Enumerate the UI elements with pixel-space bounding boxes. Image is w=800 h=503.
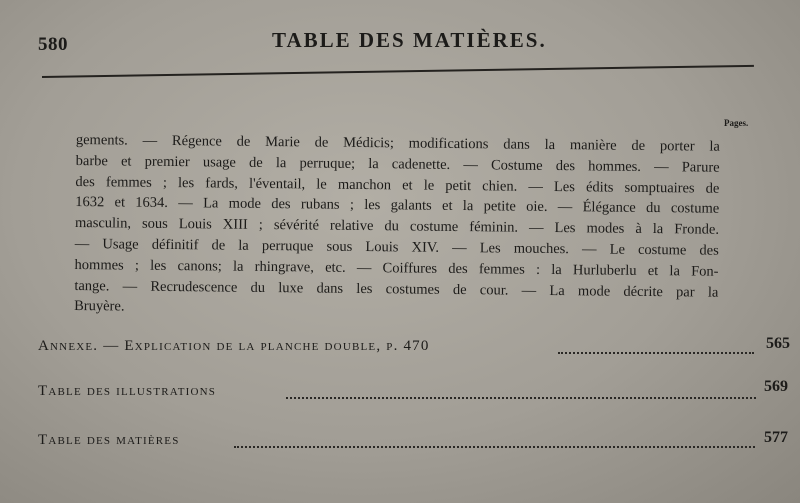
summary-line: hommes ; les canons; la rhingrave, etc. — Coiffures des femmes : la Hurluberlu et la Fon- xyxy=(74,256,719,280)
toc-entry-page: 569 xyxy=(764,378,788,395)
toc-entry-label: Table des illustrations xyxy=(38,383,217,399)
toc-entry-label: Table des matières xyxy=(38,432,180,448)
page-number: 580 xyxy=(38,34,68,55)
toc-entry-label: Annexe. — Explication de la planche double, p. 470 xyxy=(38,338,430,354)
toc-entry-illustrations xyxy=(38,378,788,402)
summary-line: gements. — Régence de Marie de Médicis; modifications dans la manière de porter la xyxy=(75,131,720,155)
leader-dots xyxy=(558,352,754,354)
summary-line: 1632 et 1634. — La mode des rubans ; les galants et la petite oie. — Élégance du costume xyxy=(75,194,720,218)
summary-line: Bruyère. xyxy=(74,298,125,315)
summary-line: des femmes ; les fards, l'éventail, le manchon et le petit chien. — Les édits somptuaires de xyxy=(75,173,720,197)
leader-dots xyxy=(286,397,756,399)
pages-column-label: Pages. xyxy=(724,118,749,128)
toc-entry-page: 577 xyxy=(764,429,788,446)
header-rule xyxy=(42,65,754,78)
toc-entry-matieres xyxy=(38,427,788,451)
summary-line: — Usage définitif de la perruque sous Louis XIV. — Les mouches. — Le costume des xyxy=(74,235,719,259)
summary-line: barbe et premier usage de la perruque; la cadenette. — Costume des hommes. — Parure xyxy=(75,152,720,176)
toc-entry-annexe xyxy=(38,333,790,357)
summary-line: masculin, sous Louis XIII ; sévérité relative du costume féminin. — Les modes à la Fronde. xyxy=(74,215,720,238)
summary-line: tange. — Recrudescence du luxe dans les costumes de cour. — La mode décrite par la xyxy=(74,277,719,301)
leader-dots xyxy=(234,446,755,448)
toc-entry-page: 565 xyxy=(766,335,790,352)
chapter-summary-paragraph xyxy=(74,130,720,324)
running-title: TABLE DES MATIÈRES. xyxy=(272,28,547,52)
